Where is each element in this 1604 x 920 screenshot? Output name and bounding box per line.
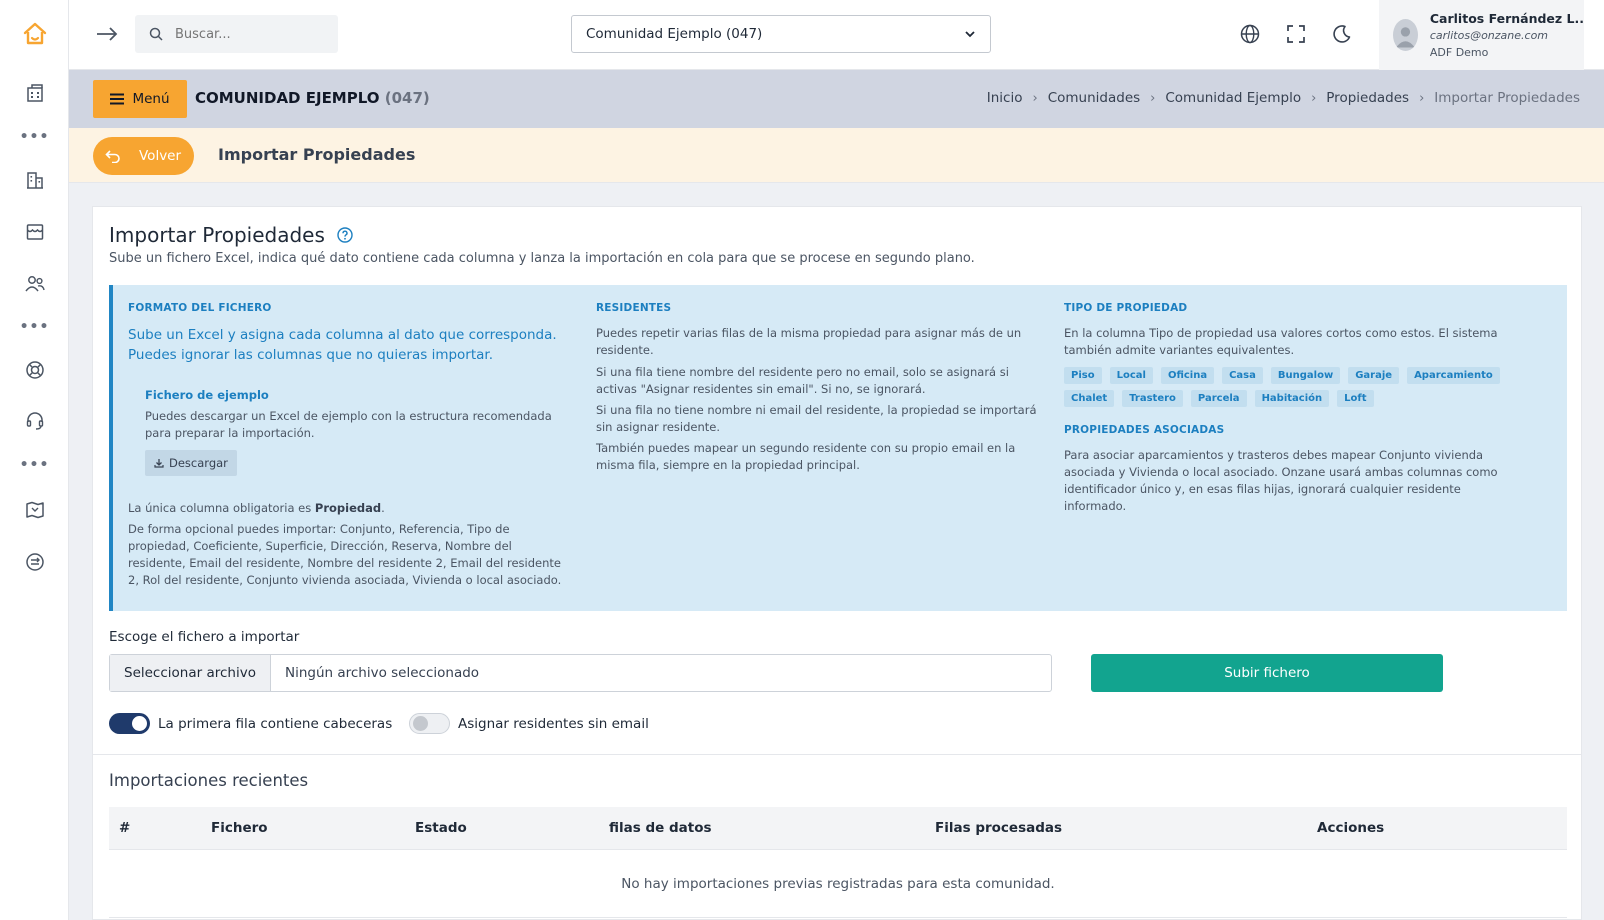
user-name: Carlitos Fernández L.. bbox=[1429, 10, 1584, 26]
buildings-icon[interactable] bbox=[0, 164, 69, 196]
format-heading: FORMATO DEL FICHERO bbox=[128, 302, 272, 314]
choose-file-button[interactable]: Seleccionar archivo bbox=[110, 655, 271, 691]
required-text bbox=[128, 500, 568, 517]
tag-garaje: Garaje bbox=[1348, 367, 1399, 384]
search-icon bbox=[149, 27, 163, 41]
types-text: En la columna Tipo de propiedad usa valores cortos como estos. El sistema también admite variantes equivalentes. bbox=[1064, 326, 1498, 357]
users-icon[interactable] bbox=[0, 268, 69, 300]
sidebar bbox=[0, 0, 69, 920]
tag-habitacion: Habitación bbox=[1255, 390, 1330, 407]
file-name: Ningún archivo seleccionado bbox=[284, 665, 480, 681]
community-select-value: Comunidad Ejemplo (047) bbox=[586, 26, 763, 42]
hamburger-icon bbox=[110, 93, 124, 105]
card-title bbox=[109, 223, 353, 247]
globe-icon[interactable] bbox=[1236, 20, 1264, 48]
breadcrumb-separator-icon: › bbox=[1419, 90, 1425, 106]
associated-text: Para asociar aparcamientos y trasteros debes mapear Conjunto vivienda asociada y Vivienda o local asociado. Onzane usará ambas columnas como identificador único y, en esas filas hijas, ignorará cualquier residente informado. bbox=[1064, 448, 1498, 513]
headers-switch[interactable] bbox=[109, 713, 150, 734]
toggle-no-email[interactable] bbox=[409, 713, 649, 734]
exchange-icon[interactable] bbox=[0, 546, 69, 578]
required-suffix: . bbox=[381, 501, 385, 515]
sample-text: Puedes descargar un Excel de ejemplo con la estructura recomendada para preparar la importación. bbox=[145, 409, 552, 440]
col-actions: Acciones bbox=[1317, 820, 1385, 836]
tag-bungalow: Bungalow bbox=[1271, 367, 1340, 384]
back-label: Volver bbox=[139, 148, 182, 164]
file-input[interactable] bbox=[109, 654, 1052, 692]
info-box bbox=[109, 285, 1567, 611]
download-label: Descargar bbox=[169, 456, 228, 470]
tag-aparcamiento: Aparcamiento bbox=[1407, 367, 1500, 384]
sample-title: Fichero de ejemplo bbox=[145, 388, 269, 402]
fullscreen-icon[interactable] bbox=[1282, 20, 1310, 48]
toggle-no-email-label: Asignar residentes sin email bbox=[458, 715, 649, 732]
toggle-headers-label: La primera fila contiene cabeceras bbox=[158, 715, 393, 732]
upload-button[interactable]: Subir fichero bbox=[1091, 654, 1443, 692]
toggle-headers[interactable] bbox=[109, 713, 392, 734]
tag-parcela: Parcela bbox=[1191, 390, 1247, 407]
download-icon bbox=[154, 458, 164, 468]
residents-p4: También puedes mapear un segundo residente con su propio email en la misma fila, siempre en la propiedad principal. bbox=[596, 441, 1016, 472]
more-dots-icon[interactable]: ••• bbox=[19, 457, 50, 473]
breadcrumb-separator-icon: › bbox=[1311, 90, 1317, 106]
required-col: Propiedad bbox=[314, 501, 382, 515]
more-dots-icon[interactable]: ••• bbox=[19, 319, 50, 335]
store-icon[interactable] bbox=[0, 216, 69, 248]
search-input[interactable] bbox=[175, 27, 325, 42]
table-empty-message: No hay importaciones previas registradas para esta comunidad. bbox=[109, 850, 1567, 918]
download-button[interactable] bbox=[145, 450, 237, 476]
community-title-name: COMUNIDAD EJEMPLO bbox=[195, 89, 380, 107]
breadcrumb-separator-icon: › bbox=[1032, 90, 1038, 106]
more-dots-icon[interactable]: ••• bbox=[19, 129, 50, 145]
moon-icon[interactable] bbox=[1328, 20, 1356, 48]
tag-chalet: Chalet bbox=[1064, 390, 1114, 407]
avatar bbox=[1393, 19, 1418, 51]
breadcrumb-item-propiedades[interactable]: Propiedades bbox=[1326, 90, 1410, 106]
recent-imports-title: Importaciones recientes bbox=[109, 771, 309, 790]
breadcrumb-item-current: Importar Propiedades bbox=[1434, 90, 1580, 106]
optional-text: De forma opcional puedes importar: Conjunto, Referencia, Tipo de propiedad, Coeficiente, Superficie, Dirección, Reserva, Nombre del residente, Email del residente, Nombre del residente 2, Email del residente 2, Rol del residente, Conjunto vivienda asociada, Vivienda o local asociado. bbox=[128, 522, 562, 587]
types-heading: TIPO DE PROPIEDAD bbox=[1064, 302, 1188, 314]
residents-p1: Puedes repetir varias filas de la misma propiedad para asignar más de un residente. bbox=[596, 326, 1022, 357]
tag-oficina: Oficina bbox=[1161, 367, 1214, 384]
dashboard-building-icon[interactable] bbox=[0, 77, 69, 109]
menu-button[interactable] bbox=[93, 80, 187, 118]
col-status: Estado bbox=[415, 820, 467, 836]
community-select[interactable] bbox=[571, 15, 991, 53]
breadcrumb-separator-icon: › bbox=[1150, 90, 1156, 106]
tag-local: Local bbox=[1110, 367, 1153, 384]
format-lead: Sube un Excel y asigna cada columna al dato que corresponda. Puedes ignorar las columnas que no quieras importar. bbox=[128, 327, 557, 363]
map-icon[interactable] bbox=[0, 494, 69, 526]
user-menu[interactable] bbox=[1379, 0, 1584, 70]
card-title-text: Importar Propiedades bbox=[109, 223, 325, 247]
divider bbox=[93, 754, 1581, 755]
back-button[interactable] bbox=[93, 137, 194, 175]
no-email-switch[interactable] bbox=[409, 713, 450, 734]
tag-piso: Piso bbox=[1064, 367, 1102, 384]
residents-p2: Si una fila tiene nombre del residente pero no email, solo se asignará si activas "Asignar residentes sin email". Si no, se ignorará. bbox=[596, 365, 1009, 396]
residents-heading: RESIDENTES bbox=[596, 302, 672, 314]
page-title: Importar Propiedades bbox=[218, 145, 416, 164]
menu-label: Menú bbox=[132, 91, 170, 107]
undo-arrow-icon bbox=[105, 149, 121, 163]
property-type-tags bbox=[1064, 367, 1519, 407]
community-header bbox=[69, 70, 1604, 128]
card-subtitle: Sube un fichero Excel, indica qué dato contiene cada columna y lanza la importación en cola para que se procese en segundo plano. bbox=[109, 251, 975, 266]
file-label: Escoge el fichero a importar bbox=[109, 629, 300, 645]
headset-icon[interactable] bbox=[0, 405, 69, 437]
col-processed: Filas procesadas bbox=[935, 820, 1063, 836]
breadcrumb-item-comunidades[interactable]: Comunidades bbox=[1047, 90, 1141, 106]
arrow-right-icon[interactable] bbox=[93, 20, 121, 48]
col-number: # bbox=[119, 820, 131, 836]
breadcrumb bbox=[987, 90, 1580, 106]
user-email: carlitos@onzane.com bbox=[1429, 28, 1549, 42]
help-icon[interactable] bbox=[337, 227, 353, 243]
community-title-code: (047) bbox=[384, 89, 430, 107]
required-prefix: La única columna obligatoria es bbox=[128, 501, 312, 515]
page-bar bbox=[69, 128, 1604, 183]
breadcrumb-item-comunidad[interactable]: Comunidad Ejemplo bbox=[1165, 90, 1302, 106]
tag-trastero: Trastero bbox=[1122, 390, 1183, 407]
associated-heading: PROPIEDADES ASOCIADAS bbox=[1064, 424, 1225, 436]
tag-loft: Loft bbox=[1337, 390, 1373, 407]
col-file: Fichero bbox=[211, 820, 268, 836]
support-lifebuoy-icon[interactable] bbox=[0, 354, 69, 386]
community-title bbox=[195, 89, 430, 107]
home-icon[interactable] bbox=[0, 18, 69, 50]
search-box[interactable] bbox=[135, 15, 338, 53]
tag-casa: Casa bbox=[1222, 367, 1263, 384]
recent-imports-table bbox=[109, 807, 1567, 918]
breadcrumb-item-inicio[interactable]: Inicio bbox=[986, 90, 1023, 106]
topbar bbox=[69, 0, 1604, 70]
user-org: ADF Demo bbox=[1429, 45, 1489, 59]
residents-p3: Si una fila no tiene nombre ni email del residente, la propiedad se importará sin asignar residente. bbox=[596, 403, 1037, 434]
import-card bbox=[92, 206, 1582, 920]
chevron-down-icon bbox=[964, 30, 976, 38]
col-rows: filas de datos bbox=[609, 820, 712, 836]
table-header bbox=[109, 807, 1567, 850]
